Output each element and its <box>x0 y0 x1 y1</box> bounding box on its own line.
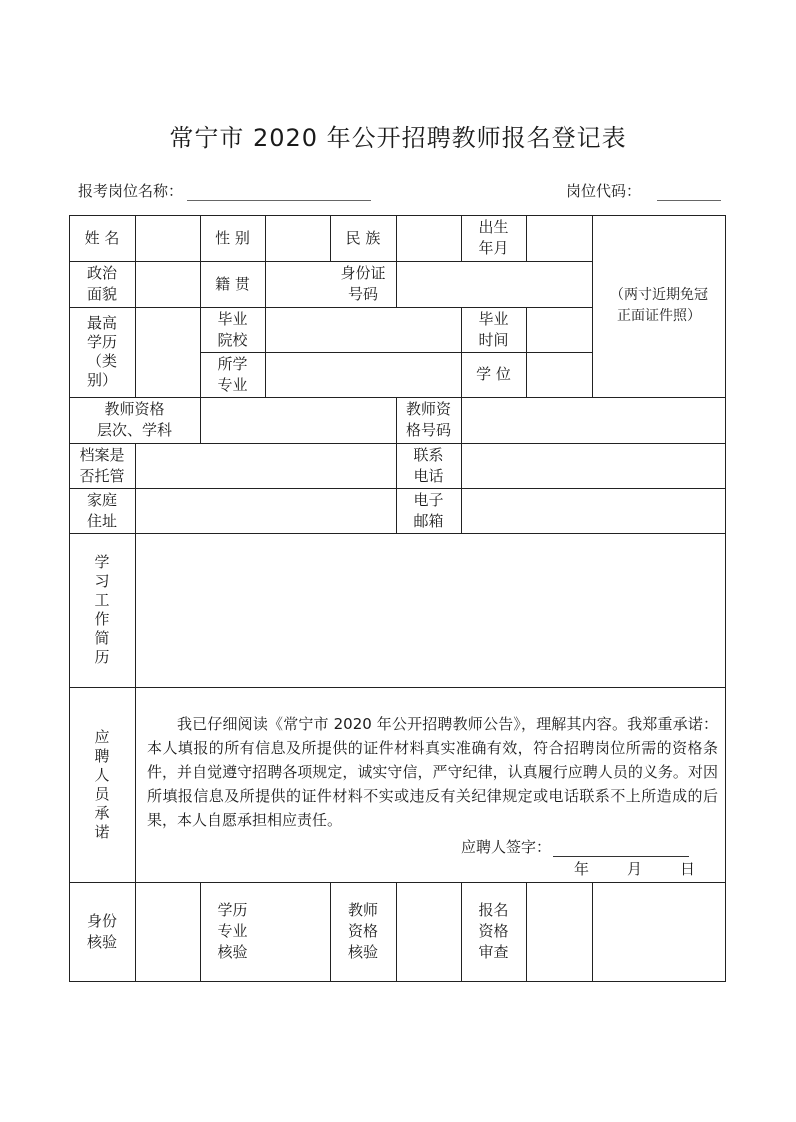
value-teacher-cert-no[interactable] <box>461 397 726 443</box>
position-code-blank[interactable] <box>657 182 721 201</box>
resume-char: 简 <box>94 629 110 647</box>
signature-field <box>461 836 689 857</box>
label-id-number: 身份证 号码 <box>340 264 386 303</box>
value-name[interactable] <box>135 215 200 261</box>
label-grad-school: 毕业 院校 <box>217 309 248 349</box>
position-name-blank[interactable] <box>187 182 371 201</box>
resume-char: 作 <box>94 610 110 628</box>
value-birth[interactable] <box>526 215 592 261</box>
value-phone[interactable] <box>461 443 726 488</box>
label-ethnicity: 民 族 <box>345 228 381 247</box>
label-review: 报名 资格 审查 <box>478 901 509 961</box>
value-major[interactable] <box>265 352 461 397</box>
pledge-paragraph: 我已仔细阅读《常宁市 2020 年公开招聘教师公告》，理解其内容。我郑重承诺：本人填报的所有信息及所提供的证件材料真实准确有效，符合招聘岗位所需的资格条件，并自觉遵守招聘各项规定，诚实守信，严守纪律，认真履行应聘人员的义务。对因所填报信息及所提供的证件材料不实或违反有关纪律规定或电话联系不上所造成的后果，本人自愿承担相应责任。 <box>147 715 718 829</box>
label-teacher-level: 教师资格 层次、学科 <box>96 400 172 439</box>
value-archive[interactable] <box>135 443 396 488</box>
value-political[interactable] <box>135 261 200 307</box>
resume-char: 历 <box>94 648 110 666</box>
date-day: 日 <box>680 860 696 878</box>
pledge-char: 员 <box>94 784 110 803</box>
pledge-char: 承 <box>94 803 110 822</box>
resume-char: 学 <box>94 553 110 571</box>
form-title: 常宁市 2020 年公开招聘教师报名登记表 <box>169 124 627 152</box>
education-line: 别） <box>86 371 117 389</box>
education-line: 最高 <box>86 314 117 332</box>
label-address: 家庭 住址 <box>86 490 117 530</box>
value-gender[interactable] <box>265 215 330 261</box>
label-email: 电子 邮箱 <box>413 490 444 530</box>
date-month: 月 <box>627 860 643 878</box>
label-major: 所学 专业 <box>217 354 248 394</box>
value-teacher-level[interactable] <box>200 397 396 443</box>
label-phone: 联系 电话 <box>413 445 444 485</box>
label-cert-check: 教师 资格 核验 <box>347 901 378 961</box>
label-gender: 性 别 <box>215 228 250 247</box>
value-address[interactable] <box>135 488 396 533</box>
pledge-text <box>147 712 718 832</box>
label-archive: 档案是 否托管 <box>79 445 125 485</box>
position-name-field <box>78 180 371 201</box>
value-edu-check[interactable] <box>265 882 330 981</box>
registration-table <box>69 215 726 982</box>
value-degree[interactable] <box>526 352 592 397</box>
signature-blank[interactable] <box>553 838 689 857</box>
education-line: （类 <box>86 352 117 370</box>
value-education[interactable] <box>135 307 200 397</box>
pledge-char: 诺 <box>94 822 110 841</box>
value-resume[interactable] <box>135 533 726 687</box>
position-code-label: 岗位代码： <box>566 182 642 200</box>
label-education <box>69 307 135 397</box>
value-ethnicity[interactable] <box>396 215 461 261</box>
photo-box[interactable]: （两寸近期免冠 正面证件照） <box>610 287 708 324</box>
value-grad-time[interactable] <box>526 307 592 352</box>
pledge-char: 应 <box>94 727 110 746</box>
resume-char: 习 <box>94 572 110 590</box>
pledge-char: 聘 <box>94 746 110 765</box>
label-political: 政治 面貌 <box>86 264 117 303</box>
pledge-char: 人 <box>94 765 110 784</box>
value-review[interactable] <box>526 882 725 981</box>
date-year: 年 <box>574 860 590 878</box>
value-cert-check[interactable] <box>396 882 461 981</box>
education-line: 学历 <box>86 333 117 351</box>
value-email[interactable] <box>461 488 726 533</box>
position-code-field <box>566 180 721 201</box>
label-teacher-cert-no: 教师资 格号码 <box>405 400 451 439</box>
label-resume <box>69 533 135 687</box>
resume-char: 工 <box>94 591 110 609</box>
sign-date <box>574 858 695 879</box>
value-id-check[interactable] <box>135 882 200 981</box>
label-edu-check: 学历 专业 核验 <box>217 901 248 961</box>
label-name: 姓 名 <box>84 228 120 247</box>
signature-label: 应聘人签字： <box>461 838 552 856</box>
label-degree: 学 位 <box>476 365 511 383</box>
value-id-number[interactable] <box>396 261 592 307</box>
position-name-label: 报考岗位名称： <box>78 182 184 200</box>
label-pledge <box>69 687 135 882</box>
label-native-place: 籍 贯 <box>215 274 250 293</box>
label-grad-time: 毕业 时间 <box>478 309 509 349</box>
value-grad-school[interactable] <box>265 307 461 352</box>
label-id-check: 身份 核验 <box>86 911 117 951</box>
label-birth: 出生 年月 <box>478 218 509 257</box>
